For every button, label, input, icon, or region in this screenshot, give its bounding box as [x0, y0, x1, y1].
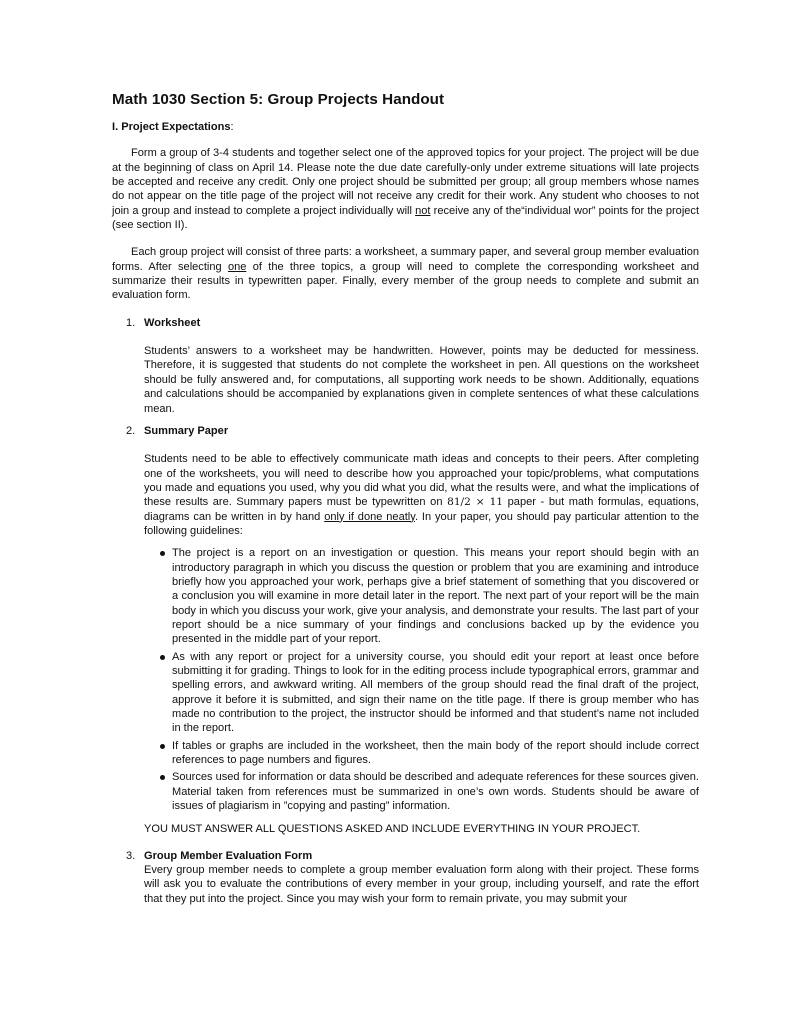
guideline-item: [144, 770, 699, 813]
handout-page: [112, 90, 699, 912]
bullet-icon: [160, 551, 165, 556]
guideline-item: [144, 739, 699, 768]
guideline-item: [144, 546, 699, 646]
underlined-word-not: not: [415, 204, 431, 217]
text-run: Students need to be able to effectively communicate math ideas and concepts to their peers. After completing one of the worksheets, you will need to describe how you approached your topic/problems, what computations you made and equations you used, why you did what you did, what the results were, and what the implications of these results are. Summary papers must be typewritten on: [144, 453, 699, 509]
list-item-worksheet: [112, 316, 699, 416]
project-parts-list: [112, 316, 699, 906]
section-heading-colon: :: [230, 121, 234, 133]
section-heading-text: I. Project Expectations: [112, 121, 231, 133]
guideline-text: As with any report or project for a university course, you should edit your report at least once before submitting it for grading. Things to look for in the editing process include typographical errors, grammar and spelling errors, and awkward writing. All members of the group should read the final draft of the project, approve it before it is submitted, and sign their name on the title page. If there is group member who has made no contribution to the project, the instructor should be informed and that student’s name not included in the report.: [172, 650, 699, 735]
text-run: . In your paper, you should pay particular attention to the following guidelines:: [144, 510, 699, 537]
guidelines-list: [144, 546, 699, 813]
item-body-evaluation-form: Every group member needs to complete a group member evaluation form along with their project. These forms will ask you to evaluate the contributions of every member in your group, including yourself, and rate the effort that they put into the project. Since you may wish your form to remain private, you may submit your: [144, 864, 699, 905]
item-body-worksheet: Students’ answers to a worksheet may be handwritten. However, points may be deducted for messiness. Therefore, it is suggested that students do not complete the worksheet in pen. All questions on the worksheet should be fully answered and, for computations, all supporting work needs to be shown. Additionally, equations and calculations should be accompanied by explanations given in complete sentences of what these calculations mean.: [144, 345, 699, 415]
item-body-summary-paper: [144, 452, 699, 538]
paragraph-project-intro: [112, 146, 699, 232]
item-title-evaluation-form: Group Member Evaluation Form: [144, 849, 313, 862]
item-number: 1.: [126, 316, 136, 329]
list-item-summary-paper: [112, 424, 699, 837]
guideline-text: The project is a report on an investigation or question. This means your report should begin with an introductory paragraph in which you discuss the question or problem that you are examining and introduce briefly how you approached your work, perhaps give a brief statement of something that you discovered or a conclusion you will examine in more detail later in the report. The next part of your report will be the main body in which you discuss your work, give your analysis, and demonstrate your results. The last part of your report should be a nice summary of your findings and conclusions backed up by the evidence you presented in the middle part of your report.: [172, 547, 699, 646]
page-title: Math 1030 Section 5: Group Projects Handout: [112, 91, 445, 108]
math-paper-size: 81/2 × 11: [447, 496, 504, 509]
item-title-summary-paper: Summary Paper: [144, 424, 229, 437]
guideline-text: Sources used for information or data should be described and adequate references for these sources given. Material taken from references must be summarized in one’s own words. Students should be aware of issues of plagiarism in ”copying and pasting” information.: [172, 771, 699, 813]
text-run: of the three topics, a group will need to complete the corresponding worksheet and summarize their results in typewritten paper. Finally, every member of the group needs to complete and submit an evaluation form.: [112, 260, 700, 302]
bullet-icon: [160, 775, 165, 780]
text-run: Each group project will consist of three parts: a worksheet, a summary paper, and several group member evaluation forms. After selecting: [112, 246, 699, 273]
requirement-notice: YOU MUST ANSWER ALL QUESTIONS ASKED AND INCLUDE EVERYTHING IN YOUR PROJECT.: [144, 823, 641, 836]
underlined-word-one: one: [227, 260, 247, 273]
item-number: 2.: [126, 424, 136, 437]
bullet-icon: [160, 744, 165, 749]
item-number: 3.: [126, 849, 136, 862]
guideline-item: [144, 650, 699, 736]
underlined-phrase: only if done neatly: [324, 510, 415, 523]
item-title-worksheet: Worksheet: [144, 316, 201, 329]
text-run: receive any of the“individual wor” points for the project (see section II).: [112, 204, 700, 232]
section-heading: [112, 120, 699, 134]
guideline-text: If tables or graphs are included in the worksheet, then the main body of the report should include correct references to page numbers and figures.: [172, 739, 699, 767]
text-run: paper - but math formulas, equations, diagrams can be written in by hand: [144, 496, 699, 523]
text-run: Form a group of 3-4 students and together select one of the approved topics for your project. The project will be due at the beginning of class on April 14. Please note the due date carefully-only under extreme situations will late projects be accepted and receive any credit. Only one project should be submitted per group; all group members whose names do not appear on the title page of the project will not receive any credit for their work. Any student who chooses to not join a group and instead to complete a project individually will: [112, 147, 699, 217]
paragraph-project-parts: [112, 245, 699, 302]
list-item-evaluation-form: [112, 849, 699, 906]
bullet-icon: [160, 655, 165, 660]
